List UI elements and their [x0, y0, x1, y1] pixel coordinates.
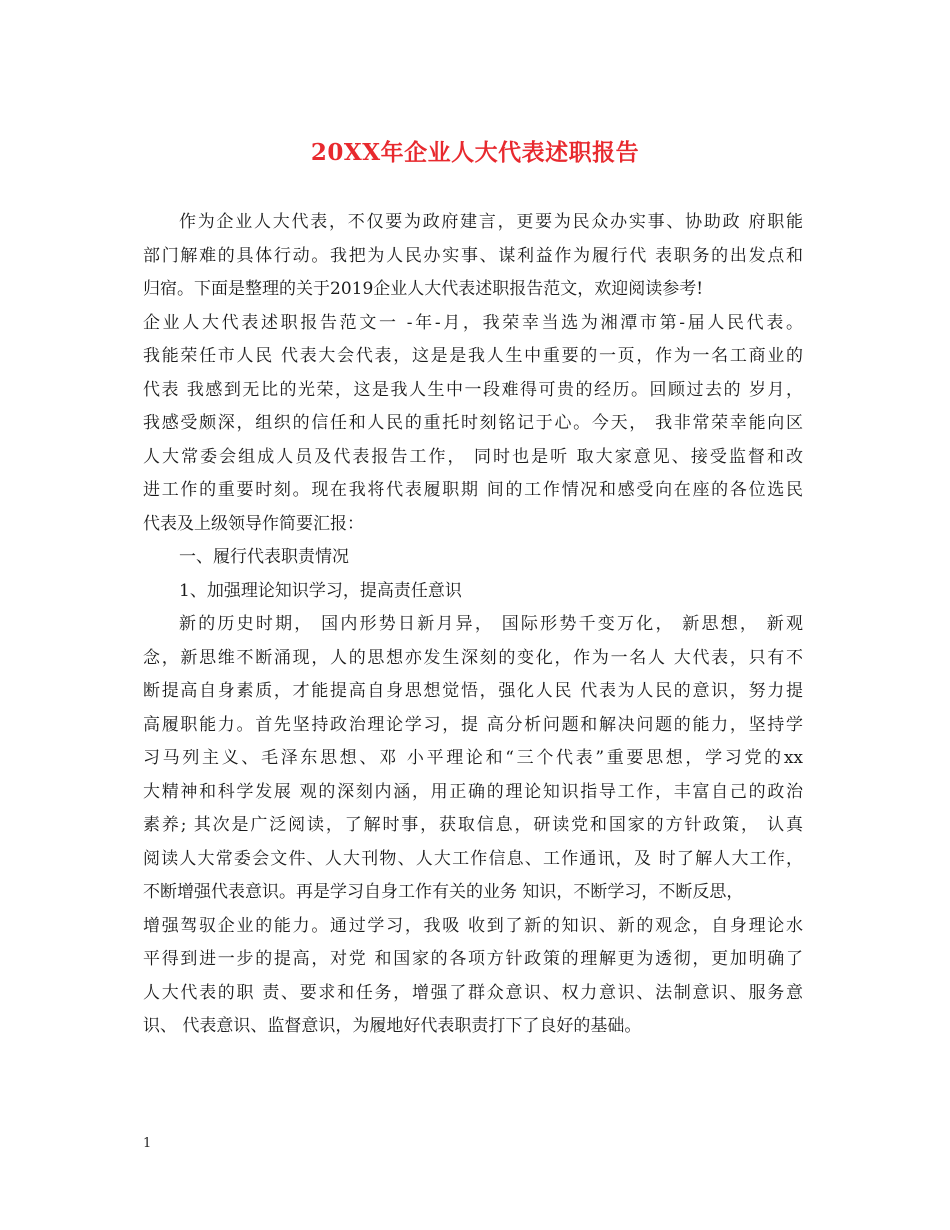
paragraph-line: 素养; 其次是广泛阅读，了解时事，获取信息，研读党和国家的方针政策， 认真 [143, 815, 803, 835]
paragraph-line: 阅读人大常委会文件、人大刊物、人大工作信息、工作通讯，及 时了解人大工作， [143, 848, 803, 869]
paragraph-line: 进工作的重要时刻。现在我将代表履职期 间的工作情况和感受向在座的各位选民 [143, 480, 803, 500]
section-heading: 一、履行代表职责情况 [179, 547, 349, 567]
paragraph-line: 不断增强代表意识。再是学习自身工作有关的业务 知识，不断学习，不断反思， [143, 882, 744, 902]
paragraph-line: 习马列主义、毛泽东思想、邓 小平理论和“三个代表”重要思想，学习党的xx [143, 748, 803, 768]
paragraph-line: 大精神和科学发展 观的深刻内涵，用正确的理论知识指导工作，丰富自己的政治 [143, 781, 803, 802]
paragraph-line: 念，新思维不断涌现，人的思想亦发生深刻的变化，作为一名人 大代表，只有不 [143, 647, 803, 668]
document-body [143, 206, 803, 1044]
paragraph-line: 代表及上级领导作简要汇报： [143, 513, 364, 534]
paragraph-line: 平得到进一步的提高，对党 和国家的各项方针政策的理解更为透彻，更加明确了 [143, 949, 803, 969]
paragraph-line: 识、 代表意识、监督意识，为履地好代表职责打下了良好的基础。 [143, 1016, 642, 1036]
paragraph-line: 我感受颇深，组织的信任和人民的重托时刻铭记于心。今天， 我非常荣幸能向区 [143, 413, 803, 433]
paragraph-line: 增强驾驭企业的能力。通过学习，我吸 收到了新的知识、新的观念，自身理论水 [143, 915, 803, 936]
paragraph-line: 人大代表的职 责、要求和任务，增强了群众意识、权力意识、法制意识、服务意 [143, 982, 803, 1003]
paragraph-line: 代表 我感到无比的光荣，这是我人生中一段难得可贵的经历。回顾过去的 岁月， [143, 379, 803, 400]
paragraph-line: 企业人大代表述职报告范文一 -年-月，我荣幸当选为湘潭市第-届人民代表。 [143, 312, 803, 333]
page-number: 1 [143, 1136, 152, 1151]
paragraph-line: 部门解难的具体行动。我把为人民办实事、谋利益作为履行代 表职务的出发点和 [143, 245, 803, 266]
paragraph-line: 人大常委会组成人员及代表报告工作， 同时也是听 取大家意见、接受监督和改 [143, 446, 803, 467]
paragraph-line: 作为企业人大代表，不仅要为政府建言，更要为民众办实事、协助政 府职能 [179, 212, 803, 232]
paragraph-line: 断提高自身素质，才能提高自身思想觉悟，强化人民 代表为人民的意识，努力提 [143, 681, 803, 701]
paragraph-line: 新的历史时期， 国内形势日新月异， 国际形势千变万化， 新思想， 新观 [179, 614, 803, 634]
document-title: 20XX年企业人大代表述职报告 [310, 139, 640, 166]
paragraph-line: 我能荣任市人民 代表大会代表，这是是我人生中重要的一页，作为一名工商业的 [143, 346, 803, 366]
paragraph-line: 高履职能力。首先坚持政治理论学习，提 高分析问题和解决问题的能力，坚持学 [143, 714, 803, 735]
paragraph-line: 归宿。下面是整理的关于2019企业人大代表述职报告范文，欢迎阅读参考! [143, 279, 704, 299]
subsection-heading: 1、加强理论知识学习，提高责任意识 [179, 580, 462, 601]
